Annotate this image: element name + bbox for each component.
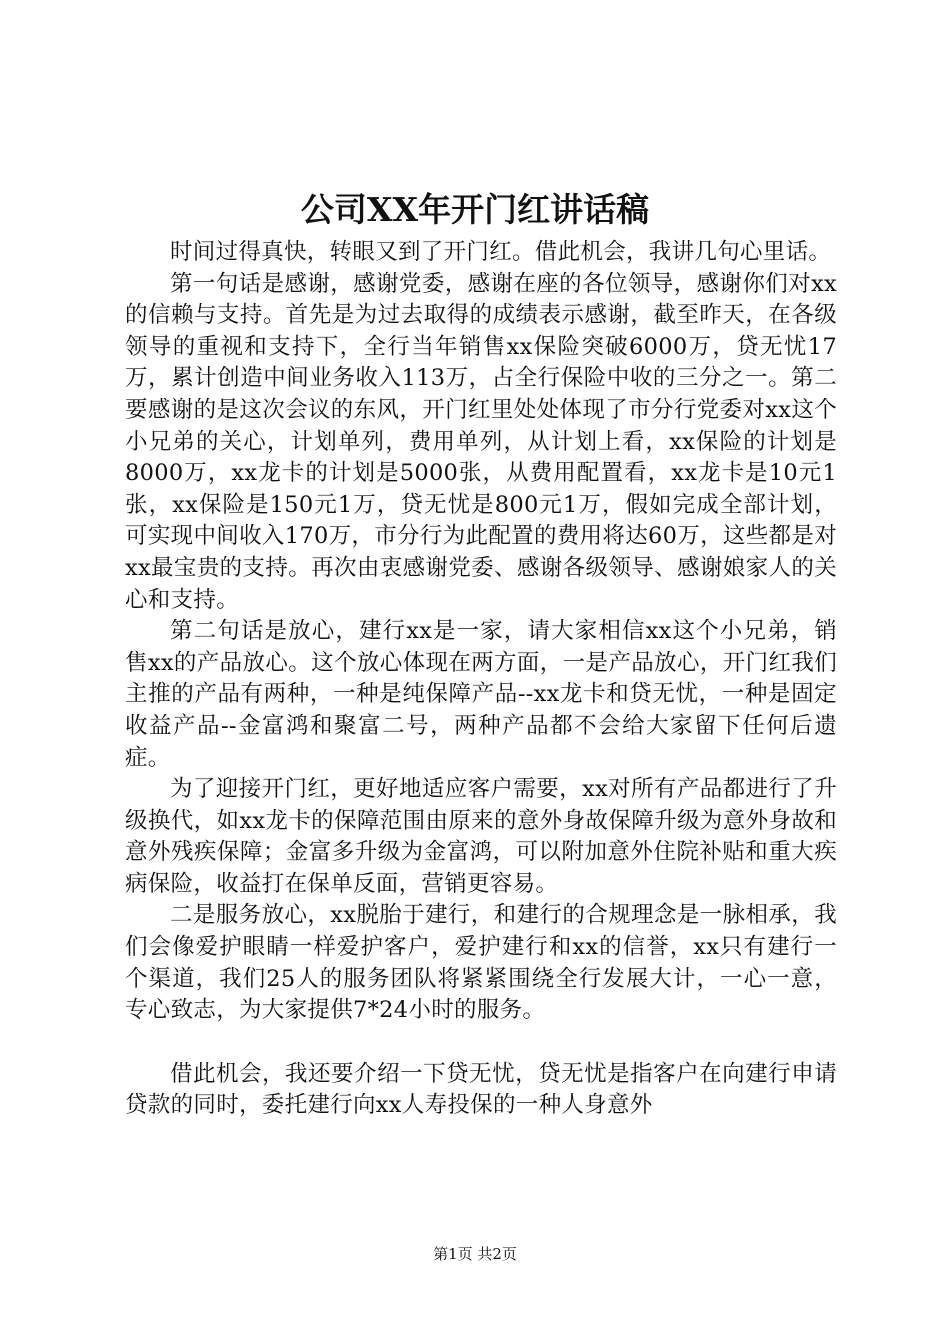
- paragraph-reassurance: 第二句话是放心，建行xx是一家，请大家相信xx这个小兄弟，销售xx的产品放心。这个放心体现在两方面，一是产品放心，开门红我们主推的产品有两种，一种是纯保障产品--xx龙卡和贷无忧，一种是固定收益产品--金富鸿和聚富二号，两种产品都不会给大家留下任何后遗症。: [125, 618, 837, 771]
- paragraph-gratitude: 第一句话是感谢，感谢党委，感谢在座的各位领导，感谢你们对xx的信赖与支持。首先是为过去取得的成绩表示感谢，截至昨天，在各级领导的重视和支持下，全行当年销售xx保险突破6000万，贷无忧17万，累计创造中间业务收入113万，占全行保险中收的三分之一。第二要感谢的是这次会议的东风，开门红里处处体现了市分行党委对xx这个小兄弟的关心，计划单列，费用单列，从计划上看，xx保险的计划是8000万，xx龙卡的计划是5000张，从费用配置看，xx龙卡是10元1张，xx保险是150元1万，贷无忧是800元1万，假如完成全部计划，可实现中间收入170万，市分行为此配置的费用将达60万，这些都是对xx最宝贵的支持。再次由衷感谢党委、感谢各级领导、感谢娘家人的关心和支持。: [125, 270, 837, 613]
- page-footer: 第1页 共2页: [433, 1245, 517, 1263]
- paragraph-service: 二是服务放心，xx脱胎于建行，和建行的合规理念是一脉相承，我们会像爱护眼睛一样爱护客户，爱护建行和xx的信誉，xx只有建行一个渠道，我们25人的服务团队将紧紧围绕全行发展大计，一心一意，专心致志，为大家提供7*24小时的服务。: [125, 902, 837, 1024]
- paragraph-opening: 时间过得真快，转眼又到了开门红。借此机会，我讲几句心里话。: [170, 239, 832, 265]
- document-body: [125, 237, 837, 1122]
- paragraph-product-upgrade: 为了迎接开门红，更好地适应客户需要，xx对所有产品都进行了升级换代，如xx龙卡的保障范围由原来的意外身故保障升级为意外身故和意外残疾保障；金富多升级为金富鸿，可以附加意外住院补贴和重大疾病保险，收益打在保单反面，营销更容易。: [125, 776, 837, 897]
- document-title: 公司XX年开门红讲话稿: [300, 190, 650, 229]
- paragraph-loan-insurance: 借此机会，我还要介绍一下贷无忧，贷无忧是指客户在向建行申请贷款的同时，委托建行向xx人寿投保的一种人身意外: [125, 1060, 837, 1119]
- paragraph-spacer: [125, 1027, 837, 1059]
